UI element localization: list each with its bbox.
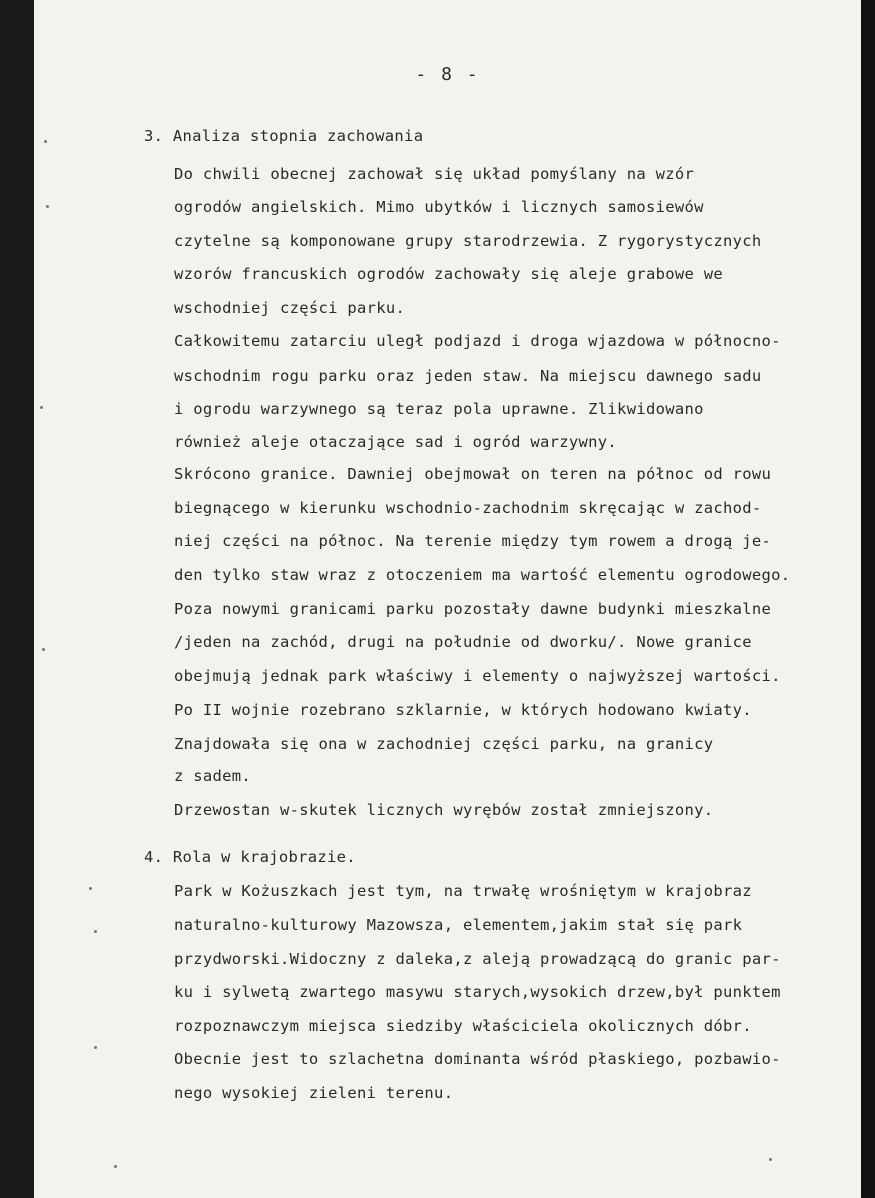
text-line: Drzewostan w-skutek licznych wyrębów został zmniejszony. xyxy=(174,801,714,819)
text-line: biegnącego w kierunku wschodnio-zachodnim skręcając w zachod- xyxy=(174,499,762,517)
text-line: den tylko staw wraz z otoczeniem ma wartość elementu ogrodowego. xyxy=(174,566,791,584)
scan-speck xyxy=(44,140,47,143)
text-line: wschodnim rogu parku oraz jeden staw. Na miejscu dawnego sadu xyxy=(174,367,762,385)
text-line: rozpoznawczym miejsca siedziby właściciela okolicznych dóbr. xyxy=(174,1017,752,1035)
scan-speck xyxy=(94,1046,97,1049)
text-line: Skrócono granice. Dawniej obejmował on teren na północ od rowu xyxy=(174,465,772,483)
text-line: Park w Kożuszkach jest tym, na trwałę wrośniętym w krajobraz xyxy=(174,882,752,900)
text-line: przydworski.Widoczny z daleka,z aleją prowadzącą do granic par- xyxy=(174,950,781,968)
scan-speck xyxy=(40,406,43,409)
text-line: Znajdowała się ona w zachodniej części parku, na granicy xyxy=(174,735,714,753)
text-line: z sadem. xyxy=(174,767,252,785)
scan-speck xyxy=(89,887,92,890)
text-line: Poza nowymi granicami parku pozostały dawne budynki mieszkalne xyxy=(174,600,772,618)
text-line: nego wysokiej zieleni terenu. xyxy=(174,1084,454,1102)
scan-speck xyxy=(42,648,45,651)
text-line: niej części na północ. Na terenie między tym rowem a drogą je- xyxy=(174,532,772,550)
section-title: 3. Analiza stopnia zachowania xyxy=(144,127,424,145)
text-line: /jeden na zachód, drugi na południe od dworku/. Nowe granice xyxy=(174,633,752,651)
text-line: Do chwili obecnej zachował się układ pomyślany na wzór xyxy=(174,165,695,183)
text-line: naturalno-kulturowy Mazowsza, elementem,jakim stał się park xyxy=(174,916,743,934)
text-line: i ogrodu warzywnego są teraz pola uprawne. Zlikwidowano xyxy=(174,400,704,418)
text-line: również aleje otaczające sad i ogród warzywny. xyxy=(174,433,618,451)
text-line: czytelne są komponowane grupy starodrzewia. Z rygorystycznych xyxy=(174,232,762,250)
text-line: Obecnie jest to szlachetna dominanta wśród płaskiego, pozbawio- xyxy=(174,1050,781,1068)
text-line: Po II wojnie rozebrano szklarnie, w których hodowano kwiaty. xyxy=(174,701,752,719)
scan-border xyxy=(861,0,875,1198)
text-line: ku i sylwetą zwartego masywu starych,wysokich drzew,był punktem xyxy=(174,983,781,1001)
section-title: 4. Rola w krajobrazie. xyxy=(144,848,356,866)
text-line: Całkowitemu zatarciu uległ podjazd i droga wjazdowa w północno- xyxy=(174,332,781,350)
text-line: ogrodów angielskich. Mimo ubytków i licznych samosiewów xyxy=(174,198,704,216)
text-line: wzorów francuskich ogrodów zachowały się aleje grabowe we xyxy=(174,265,724,283)
text-line: wschodniej części parku. xyxy=(174,299,406,317)
document-page xyxy=(34,0,861,1198)
scan-speck xyxy=(114,1165,117,1168)
scan-speck xyxy=(94,930,97,933)
page-number: - 8 - xyxy=(415,64,480,85)
scan-speck xyxy=(46,205,49,208)
text-line: obejmują jednak park właściwy i elementy o najwyższej wartości. xyxy=(174,667,781,685)
scan-speck xyxy=(769,1158,772,1161)
